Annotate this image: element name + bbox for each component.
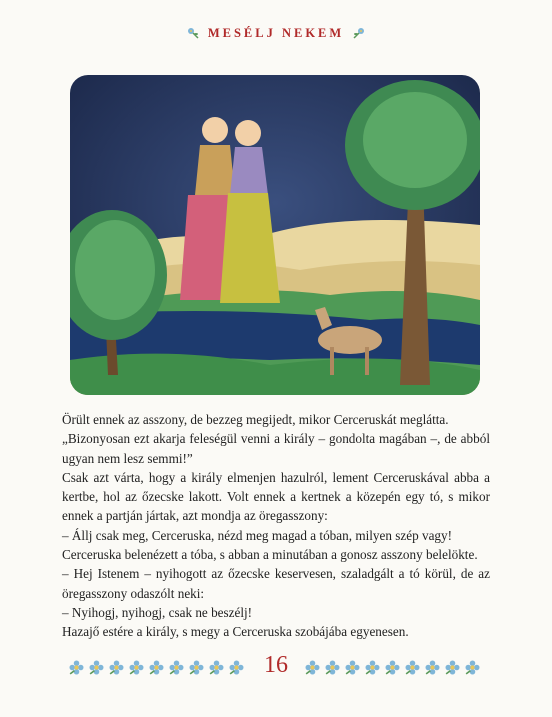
blue-flower-icon (324, 659, 341, 676)
blue-flower-icon (404, 659, 421, 676)
page-footer (0, 652, 552, 688)
paragraph: Csak azt várta, hogy a király elmenjen hazulról, lement Cerceruskával abba a kertbe, hol az őzecske lakott. Volt ennek a kertnek a közepén egy tó, s mikor ennek a partján jártak, azt mondja az öregasszony: (62, 469, 490, 524)
page-number: 16 (264, 652, 288, 678)
running-header (0, 22, 552, 44)
book-title: MESÉLJ NEKEM (207, 25, 345, 40)
paragraph: – Állj csak meg, Cerceruska, nézd meg magad a tóban, milyen szép vagy! (62, 527, 452, 543)
paragraph: „Bizonyosan ezt akarja feleségül venni a király – gondolta magában –, de abból ugyan nem lesz semmi!” (62, 431, 490, 466)
ornament-right (304, 659, 481, 676)
blue-flower-icon (424, 659, 441, 676)
flower-sprig-icon (186, 26, 200, 40)
paragraph: – Hej Istenem – nyihogott az őzecske keservesen, szaladgált a tó körül, de az öregasszony odaszólt neki: (62, 566, 490, 601)
story-illustration (70, 75, 480, 395)
blue-flower-icon (384, 659, 401, 676)
blue-flower-icon (344, 659, 361, 676)
story-text (62, 410, 490, 642)
paragraph: Örült ennek az asszony, de bezzeg megijedt, mikor Cerceruskát meglátta. (62, 412, 449, 427)
blue-flower-icon (304, 659, 321, 676)
paragraph: – Nyihogj, nyihogj, csak ne beszélj! (62, 604, 253, 620)
blue-flower-icon (444, 659, 461, 676)
flower-sprig-icon (352, 26, 366, 40)
paragraph: Cerceruska belenézett a tóba, s abban a minutában a gonosz asszony belelökte. (62, 547, 478, 563)
blue-flower-icon (364, 659, 381, 676)
paragraph: Hazajő estére a király, s megy a Cerceruska szobájába egyenesen. (62, 624, 409, 640)
blue-flower-icon (464, 659, 481, 676)
